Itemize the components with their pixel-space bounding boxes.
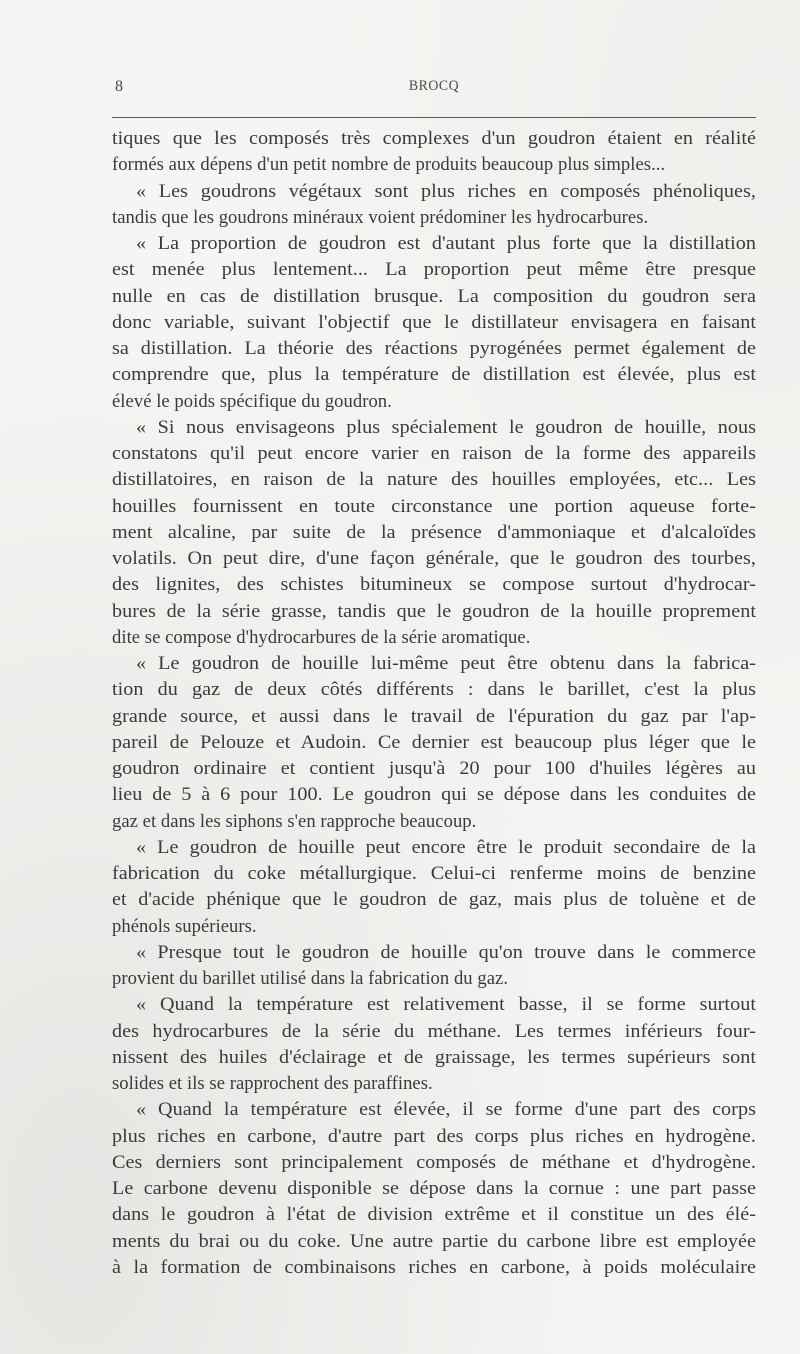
text-line: nissent des huiles d'éclairage et de graissage, les termes supérieurs sont bbox=[112, 1046, 756, 1068]
text-line: grande source, et aussi dans le travail de l'épuration du gaz par l'ap- bbox=[112, 705, 756, 727]
body-text bbox=[112, 126, 756, 1281]
text-line: des lignites, des schistes bitumineux se compose surtout d'hydrocar- bbox=[112, 574, 756, 596]
text-line: tandis que les goudrons minéraux voient prédominer les hydrocarbures. bbox=[112, 206, 649, 228]
text-line: houilles fournissent en toute circonstance une portion aqueuse forte- bbox=[112, 495, 756, 517]
text-line: lieu de 5 à 6 pour 100. Le goudron qui se dépose dans les conduites de bbox=[112, 784, 756, 806]
text-line: fabrication du coke métallurgique. Celui-ci renferme moins de benzine bbox=[112, 863, 756, 884]
text-line: plus riches en carbone, d'autre part des corps plus riches en hydrogène. bbox=[112, 1125, 756, 1147]
running-title: BROCQ bbox=[408, 78, 460, 94]
header-rule bbox=[112, 117, 756, 118]
text-line: « Les goudrons végétaux sont plus riches en composés phénoliques, bbox=[135, 180, 756, 202]
text-line: pareil de Pelouze et Audoin. Ce dernier est beaucoup plus léger que le bbox=[112, 731, 756, 753]
text-line: provient du barillet utilisé dans la fabrication du gaz. bbox=[112, 968, 509, 989]
text-line: sa distillation. La théorie des réactions pyrogénées permet également de bbox=[112, 338, 756, 359]
text-line: « Le goudron de houille lui-même peut être obtenu dans la fabrica- bbox=[135, 653, 756, 674]
page-number: 8 bbox=[115, 78, 124, 95]
text-line: « Le goudron de houille peut encore être le produit secondaire de la bbox=[135, 836, 756, 858]
text-line: des hydrocarbures de la série du méthane. Les termes inférieurs four- bbox=[112, 1020, 756, 1042]
text-line: Le carbone devenu disponible se dépose dans la cornue : une part passe bbox=[112, 1178, 756, 1199]
text-line: élevé le poids spécifique du goudron. bbox=[112, 390, 392, 412]
text-line: ment alcaline, par suite de la présence d'ammoniaque et d'alcaloïdes bbox=[112, 521, 756, 543]
text-line: dans le goudron à l'état de division extrême et il constitue un des élé- bbox=[112, 1204, 756, 1226]
text-line: bures de la série grasse, tandis que le goudron de la houille proprement bbox=[112, 600, 756, 622]
text-line: à la formation de combinaisons riches en carbone, à poids moléculaire bbox=[112, 1256, 756, 1278]
text-line: comprendre que, plus la température de distillation est élevée, plus est bbox=[112, 364, 756, 386]
text-line: tion du gaz de deux côtés différents : dans le barillet, c'est la plus bbox=[112, 679, 756, 701]
text-line: « Quand la température est relativement basse, il se forme surtout bbox=[135, 994, 756, 1016]
text-line: gaz et dans les siphons s'en rapproche beaucoup. bbox=[112, 810, 477, 832]
text-line: ments du brai ou du coke. Une autre partie du carbone libre est employée bbox=[112, 1230, 756, 1252]
text-line: « Presque tout le goudron de houille qu'on trouve dans le commerce bbox=[135, 941, 756, 963]
text-line: nulle en cas de distillation brusque. La composition du goudron sera bbox=[112, 285, 756, 307]
text-line: « La proportion de goudron est d'autant plus forte que la distillation bbox=[135, 233, 756, 254]
text-line: phénols supérieurs. bbox=[112, 915, 257, 937]
text-line: dite se compose d'hydrocarbures de la série aromatique. bbox=[112, 626, 531, 648]
text-line: et d'acide phénique que le goudron de gaz, mais plus de toluène et de bbox=[112, 889, 756, 911]
text-line: solides et ils se rapprochent des paraffines. bbox=[112, 1073, 433, 1094]
text-line: « Quand la température est élevée, il se forme d'une part des corps bbox=[135, 1099, 756, 1121]
text-line: distillatoires, en raison de la nature des houilles employées, etc... Les bbox=[112, 469, 756, 491]
text-line: Ces derniers sont principalement composés de méthane et d'hydrogène. bbox=[112, 1151, 756, 1173]
text-line: formés aux dépens d'un petit nombre de produits beaucoup plus simples... bbox=[112, 154, 666, 176]
text-line: est menée plus lentement... La proportion peut même être presque bbox=[112, 259, 756, 281]
text-line: « Si nous envisageons plus spécialement le goudron de houille, nous bbox=[135, 416, 756, 438]
text-line: volatils. On peut dire, d'une façon générale, que le goudron des tourbes, bbox=[112, 548, 756, 569]
text-line: goudron ordinaire et contient jusqu'à 20 pour 100 d'huiles légères au bbox=[112, 758, 756, 779]
text-line: tiques que les composés très complexes d'un goudron étaient en réalité bbox=[112, 128, 756, 149]
running-head bbox=[112, 78, 756, 100]
text-line: constatons qu'il peut encore varier en raison de la forme des appareils bbox=[112, 443, 756, 464]
text-line: donc variable, suivant l'objectif que le distillateur envisagera en faisant bbox=[112, 311, 756, 333]
